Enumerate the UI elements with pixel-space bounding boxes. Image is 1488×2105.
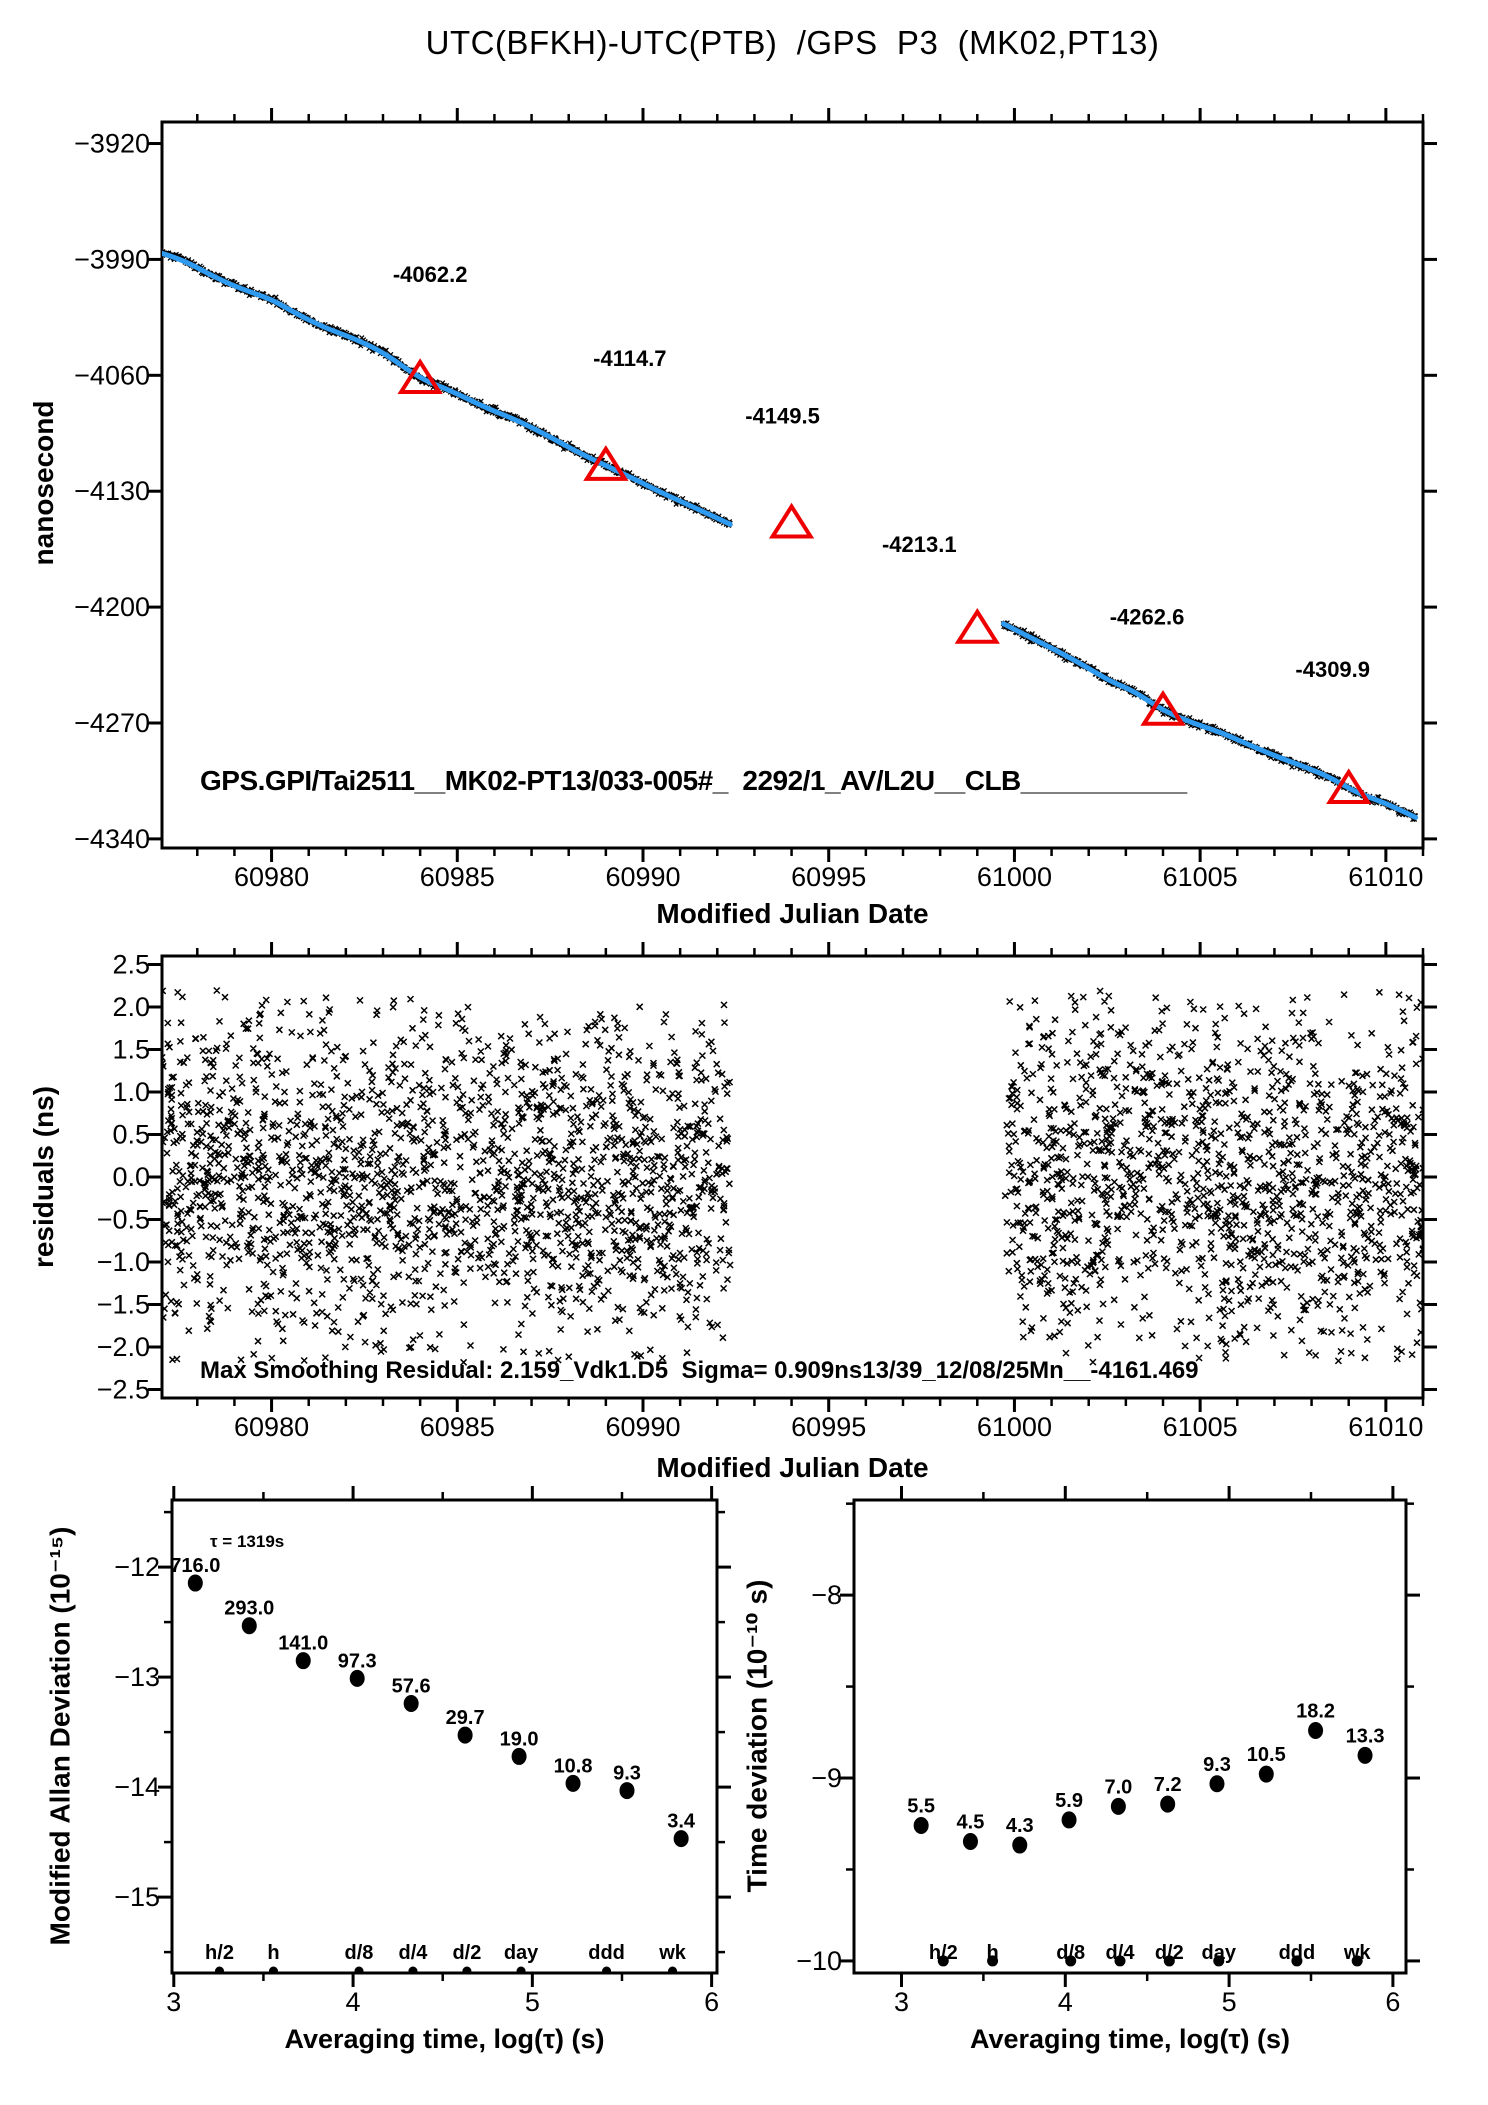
phase-triangle-value-label: -4062.2 bbox=[392, 261, 468, 287]
mdev-period-label: h bbox=[267, 1942, 280, 1964]
resid-ytick-label: −1.0 bbox=[96, 1247, 150, 1277]
resid-ytick-label: −2.5 bbox=[96, 1374, 150, 1405]
mdev-tau-note: τ = 1319s bbox=[210, 1532, 285, 1551]
mdev-data-point bbox=[350, 1670, 365, 1687]
mdev-data-point bbox=[242, 1617, 257, 1634]
tdev-value-label: 9.3 bbox=[1203, 1753, 1231, 1776]
resid-ytick-label: 1.5 bbox=[112, 1034, 150, 1065]
phase-xtick-label: 60980 bbox=[234, 862, 310, 892]
mdev-data-point bbox=[512, 1748, 527, 1765]
phase-triangle-value-label: -4309.9 bbox=[1295, 657, 1371, 683]
phase-triangle-value-label: -4213.1 bbox=[881, 531, 957, 557]
tdev-value-label: 5.9 bbox=[1055, 1789, 1083, 1812]
tdev-period-label: h/2 bbox=[928, 1942, 958, 1964]
phase-xaxis-title: Modified Julian Date bbox=[656, 898, 929, 929]
mdev-ytick-label: −12 bbox=[114, 1552, 160, 1583]
phase-xtick-label: 61010 bbox=[1348, 862, 1424, 892]
mdev-data-point bbox=[458, 1727, 473, 1744]
phase-triangle-value-label: -4114.7 bbox=[593, 345, 667, 371]
phase-ytick-label: −3920 bbox=[74, 128, 150, 159]
mdev-period-label: d/4 bbox=[398, 1942, 428, 1964]
tdev-value-label: 7.0 bbox=[1104, 1776, 1133, 1799]
tdev-value-label: 18.2 bbox=[1296, 1700, 1336, 1723]
phase-xtick-label: 60995 bbox=[791, 862, 867, 892]
tdev-value-label: 5.5 bbox=[907, 1795, 936, 1818]
mdev-period-label: d/2 bbox=[452, 1942, 482, 1964]
tdev-data-point bbox=[1358, 1747, 1373, 1764]
tdev-data-point bbox=[1062, 1811, 1077, 1828]
resid-xtick-label: 60995 bbox=[791, 1412, 867, 1442]
phase-annotation: GPS.GPI/Tai2511__MK02-PT13/033-005#_ 2292/1_AV/L2U__CLB___________ bbox=[200, 765, 1187, 796]
tdev-data-point bbox=[914, 1817, 929, 1834]
mdev-xtick-label: 4 bbox=[345, 1987, 361, 2017]
phase-yaxis-title: nanosecond bbox=[28, 400, 59, 566]
tdev-data-point bbox=[1111, 1798, 1126, 1815]
residuals-yaxis-title: residuals (ns) bbox=[28, 1085, 59, 1269]
mdev-period-label: ddd bbox=[588, 1942, 625, 1964]
phase-triangle-value-label: -4262.6 bbox=[1109, 604, 1185, 630]
mdev-yaxis-title: Modified Allan Deviation (10⁻¹⁵) bbox=[44, 1526, 76, 1946]
mdev-xtick-label: 6 bbox=[704, 1987, 720, 2017]
resid-xtick-label: 61005 bbox=[1162, 1412, 1238, 1442]
tdev-points bbox=[914, 1722, 1373, 1854]
tdev-value-label: 7.2 bbox=[1153, 1774, 1182, 1797]
resid-ytick-label: −0.5 bbox=[96, 1204, 150, 1235]
resid-ytick-label: 2.0 bbox=[112, 992, 150, 1022]
resid-ytick-label: −2.0 bbox=[96, 1332, 150, 1362]
phase-xtick-label: 60985 bbox=[419, 862, 495, 892]
mdev-xtick-label: 5 bbox=[524, 1987, 540, 2017]
mdev-data-point bbox=[188, 1575, 203, 1592]
mdev-ytick-label: −15 bbox=[114, 1882, 160, 1913]
mdev-value-label: 97.3 bbox=[337, 1650, 377, 1673]
tdev-period-label: d/8 bbox=[1056, 1942, 1086, 1964]
tdev-data-point bbox=[963, 1833, 978, 1850]
mdev-value-label: 293.0 bbox=[224, 1597, 275, 1620]
phase-ytick-label: −4130 bbox=[74, 476, 150, 507]
tdev-period-labels bbox=[929, 1942, 1372, 1964]
mdev-period-label: day bbox=[503, 1942, 539, 1964]
tdev-xtick-label: 6 bbox=[1385, 1987, 1401, 2017]
tdev-value-label: 4.5 bbox=[956, 1811, 985, 1834]
tdev-period-label: d/4 bbox=[1105, 1942, 1135, 1964]
mdev-period-label: wk bbox=[659, 1942, 686, 1964]
tdev-period-label: d/2 bbox=[1154, 1942, 1184, 1964]
mdev-value-label: 10.8 bbox=[553, 1755, 593, 1778]
mdev-xtick-label: 3 bbox=[166, 1987, 182, 2017]
tdev-ytick-label: −8 bbox=[811, 1580, 842, 1611]
mdev-period-labels bbox=[205, 1942, 687, 1964]
phase-ytick-label: −4200 bbox=[74, 592, 150, 623]
resid-ytick-label: 0.0 bbox=[112, 1162, 150, 1192]
phase-ytick-label: −3990 bbox=[74, 244, 150, 275]
resid-xtick-label: 61000 bbox=[976, 1412, 1052, 1442]
mdev-ytick-label: −14 bbox=[114, 1772, 160, 1803]
tdev-ytick-label: −10 bbox=[796, 1945, 842, 1976]
tdev-data-point bbox=[1012, 1837, 1027, 1854]
phase-reference-triangle bbox=[958, 612, 996, 642]
tdev-value-label: 10.5 bbox=[1246, 1744, 1286, 1767]
mdev-value-label: 57.6 bbox=[391, 1675, 431, 1698]
resid-xtick-label: 60985 bbox=[419, 1412, 495, 1442]
tdev-ytick-label: −9 bbox=[811, 1763, 842, 1794]
tdev-xtick-label: 3 bbox=[893, 1987, 910, 2017]
page-title: UTC(BFKH)-UTC(PTB) /GPS P3 (MK02,PT13) bbox=[425, 24, 1160, 61]
tdev-period-label: h bbox=[986, 1942, 999, 1964]
mdev-value-label: 141.0 bbox=[278, 1632, 329, 1655]
mdev-data-point bbox=[674, 1830, 689, 1847]
phase-reference-triangle bbox=[773, 506, 811, 536]
tdev-xtick-label: 5 bbox=[1221, 1987, 1237, 2017]
phase-xtick-label: 61000 bbox=[976, 862, 1052, 892]
phase-ytick-label: −4060 bbox=[74, 360, 150, 391]
mdev-value-label: 19.0 bbox=[499, 1728, 539, 1751]
mdev-data-point bbox=[404, 1695, 419, 1712]
tdev-xtick-label: 4 bbox=[1057, 1987, 1073, 2017]
mdev-ytick-label: −13 bbox=[114, 1662, 160, 1693]
tdev-period-label: ddd bbox=[1278, 1942, 1316, 1964]
tdev-period-label: day bbox=[1201, 1942, 1237, 1964]
residuals-scatter bbox=[159, 988, 1426, 1366]
phase-triangle-labels bbox=[393, 262, 1370, 682]
mdev-value-labels bbox=[170, 1555, 696, 1833]
phase-ytick-label: −4270 bbox=[74, 707, 150, 738]
mdev-period-label: d/8 bbox=[344, 1942, 374, 1964]
resid-ytick-label: −1.5 bbox=[96, 1289, 150, 1320]
tdev-period-label: wk bbox=[1343, 1942, 1371, 1964]
mdev-value-label: 716.0 bbox=[170, 1555, 221, 1578]
tdev-yaxis-title: Time deviation (10⁻¹⁰ s) bbox=[741, 1579, 773, 1893]
phase-triangle-value-label: -4149.5 bbox=[745, 403, 820, 429]
tdev-xaxis-title: Averaging time, log(τ) (s) bbox=[969, 2024, 1291, 2054]
residuals-annotation: Max Smoothing Residual: 2.159_Vdk1.D5 Sigma= 0.909ns13/39_12/08/25Mn__-4161.469 bbox=[200, 1357, 1199, 1384]
tdev-data-point bbox=[1259, 1766, 1274, 1783]
tdev-value-label: 4.3 bbox=[1005, 1815, 1034, 1838]
mdev-period-label: h/2 bbox=[205, 1942, 234, 1964]
mdev-data-point bbox=[620, 1782, 635, 1799]
tdev-axes bbox=[796, 1486, 1420, 2017]
tdev-data-point bbox=[1160, 1796, 1175, 1813]
tdev-data-point bbox=[1209, 1775, 1224, 1792]
tdev-value-labels bbox=[907, 1700, 1384, 1837]
resid-xtick-label: 61010 bbox=[1348, 1412, 1424, 1442]
mdev-xaxis-title: Averaging time, log(τ) (s) bbox=[284, 2024, 605, 2054]
phase-xtick-label: 60990 bbox=[605, 862, 681, 892]
mdev-data-point bbox=[296, 1652, 311, 1669]
resid-xtick-label: 60980 bbox=[234, 1412, 310, 1442]
phase-ytick-label: −4340 bbox=[74, 823, 150, 854]
tdev-data-point bbox=[1308, 1722, 1323, 1739]
resid-ytick-label: 2.5 bbox=[112, 949, 150, 980]
resid-ytick-label: 0.5 bbox=[112, 1119, 150, 1150]
mdev-value-label: 29.7 bbox=[445, 1707, 485, 1730]
resid-ytick-label: 1.0 bbox=[112, 1077, 150, 1107]
mdev-value-label: 9.3 bbox=[613, 1762, 641, 1785]
residuals-xaxis-title: Modified Julian Date bbox=[656, 1452, 929, 1483]
mdev-data-point bbox=[566, 1775, 581, 1792]
tdev-value-label: 13.3 bbox=[1345, 1725, 1385, 1748]
phase-xtick-label: 61005 bbox=[1162, 862, 1238, 892]
resid-xtick-label: 60990 bbox=[605, 1412, 681, 1442]
mdev-value-label: 3.4 bbox=[667, 1810, 696, 1833]
